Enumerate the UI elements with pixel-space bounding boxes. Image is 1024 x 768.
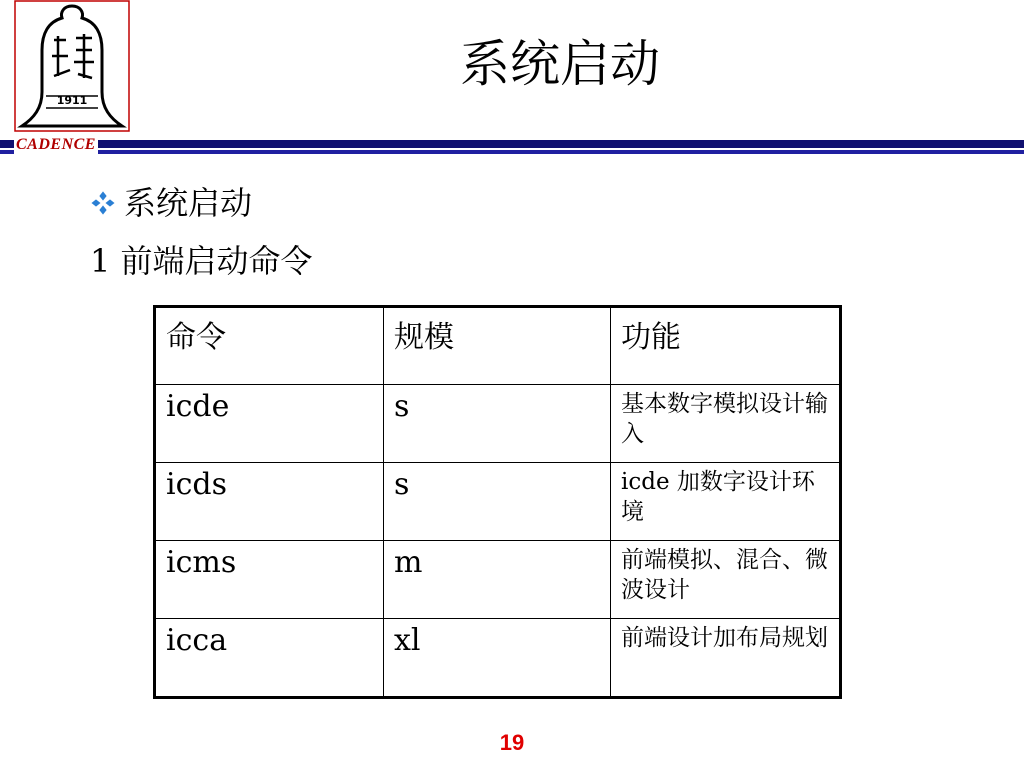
table-row	[155, 619, 841, 698]
table-row	[155, 463, 841, 541]
header-cell: 功能	[611, 307, 841, 385]
sub-heading: 1 前端启动命令	[90, 242, 313, 280]
scale-cell: s	[384, 463, 611, 541]
header-rule-thin	[0, 150, 1024, 154]
command-cell: icde	[155, 385, 384, 463]
scale-cell: xl	[384, 619, 611, 698]
table-row	[155, 385, 841, 463]
function-cell: 前端设计加布局规划	[611, 619, 841, 698]
function-cell: 前端模拟、混合、微波设计	[611, 541, 841, 619]
logo-year: 1911	[56, 94, 88, 107]
header-cell: 规模	[384, 307, 611, 385]
diamond-bullet-icon	[90, 190, 116, 216]
command-table	[153, 305, 842, 699]
header-rule	[0, 140, 1024, 148]
scale-cell: m	[384, 541, 611, 619]
command-cell: icca	[155, 619, 384, 698]
command-cell: icds	[155, 463, 384, 541]
command-cell: icms	[155, 541, 384, 619]
bullet-text: 系统启动	[124, 184, 253, 222]
table-header-row	[155, 307, 841, 385]
function-cell: 基本数字模拟设计输入	[611, 385, 841, 463]
table-row	[155, 541, 841, 619]
slide-title: 系统启动	[460, 35, 660, 93]
bullet-item	[90, 182, 252, 224]
scale-cell: s	[384, 385, 611, 463]
function-cell: icde 加数字设计环境	[611, 463, 841, 541]
header-cell: 命令	[155, 307, 384, 385]
page-number: 19	[499, 730, 525, 755]
cadence-label: CADENCE	[16, 136, 96, 153]
